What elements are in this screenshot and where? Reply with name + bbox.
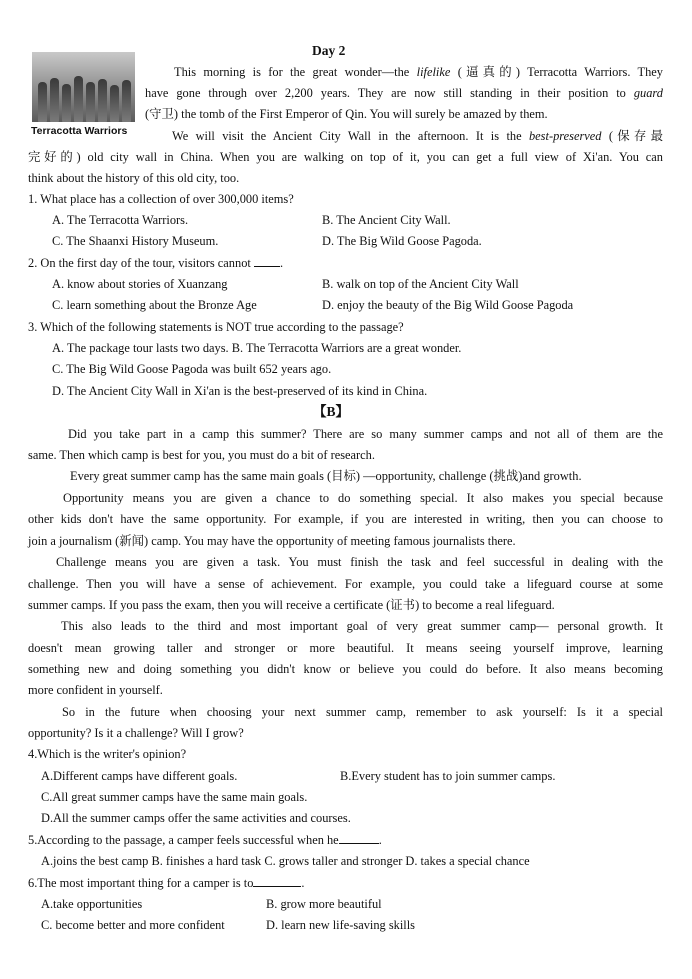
passage-b-line: same. Then which camp is best for you, you must do a bit of research. bbox=[28, 448, 375, 462]
passage-b-line: Did you take part in a camp this summer? There are so many summer camps and not all of them are the bbox=[68, 427, 663, 441]
day-heading: Day 2 bbox=[312, 43, 346, 58]
question-stem: 1. What place has a collection of over 300,000 items? bbox=[28, 192, 294, 206]
answer-option: D. enjoy the beauty of the Big Wild Goose Pagoda bbox=[322, 298, 574, 312]
passage-b-line: This also leads to the third and most important goal of very great summer camp— personal growth. It bbox=[61, 619, 663, 633]
section-b-label: 【B】 bbox=[313, 404, 350, 419]
answer-option: B. walk on top of the Ancient City Wall bbox=[322, 277, 519, 291]
passage-b-line: Every great summer camp has the same main goals (目标) —opportunity, challenge (挑战)and growth. bbox=[70, 469, 582, 483]
question-stem: 2. On the first day of the tour, visitors cannot . bbox=[28, 253, 283, 274]
passage-a-line: have gone through over 2,200 years. They are now still standing in their position to guard bbox=[145, 86, 663, 100]
question-stem: 5.According to the passage, a camper feels successful when he . bbox=[28, 830, 382, 851]
question-stem: 6.The most important thing for a camper is to . bbox=[28, 873, 305, 894]
passage-a-line: We will visit the Ancient City Wall in the afternoon. It is the best-preserved (保存最 bbox=[172, 129, 663, 143]
answer-option: C. learn something about the Bronze Age bbox=[52, 298, 257, 312]
answer-option: C.All great summer camps have the same main goals. bbox=[41, 790, 308, 804]
answer-option: C. become better and more confident bbox=[41, 918, 225, 932]
passage-a-line: 完好的) old city wall in China. When you are walking on top of it, you can get a full view of Xi'an. You can bbox=[28, 150, 663, 164]
terracotta-warriors-photo bbox=[32, 52, 135, 122]
answer-option: A. The package tour lasts two days. B. The Terracotta Warriors are a great wonder. bbox=[52, 341, 462, 355]
passage-b-line: Challenge means you are given a task. You must finish the task and feel successful in dealing with the bbox=[56, 555, 663, 569]
passage-a-line: (守卫) the tomb of the First Emperor of Qin. You will surely be amazed by them. bbox=[145, 107, 548, 121]
answer-blank bbox=[339, 830, 379, 844]
answer-option: A. The Terracotta Warriors. bbox=[52, 213, 189, 227]
passage-a-line: This morning is for the great wonder—the lifelike (逼真的) Terracotta Warriors. They bbox=[174, 65, 663, 79]
passage-b-line: summer camps. If you pass the exam, then you will receive a certificate (证书) to become a real lifeguard. bbox=[28, 598, 555, 612]
answer-option: C. The Big Wild Goose Pagoda was built 652 years ago. bbox=[52, 362, 332, 376]
answer-option: A. know about stories of Xuanzang bbox=[52, 277, 228, 291]
answer-option: B. The Ancient City Wall. bbox=[322, 213, 451, 227]
answer-blank bbox=[254, 253, 280, 267]
answer-option: D. learn new life-saving skills bbox=[266, 918, 415, 932]
answer-blank bbox=[253, 873, 301, 887]
passage-b-line: join a journalism (新闻) camp. You may have the opportunity of meeting famous journalists there. bbox=[28, 534, 516, 548]
answer-option: A.joins the best camp B. finishes a hard task C. grows taller and stronger D. takes a special chance bbox=[41, 854, 530, 868]
answer-option: D. The Ancient City Wall in Xi'an is the best-preserved of its kind in China. bbox=[52, 384, 428, 398]
answer-option: D.All the summer camps offer the same activities and courses. bbox=[41, 811, 351, 825]
passage-a-line: think about the history of this old city, too. bbox=[28, 171, 240, 185]
passage-b-line: challenge. Then you will have a sense of achievement. For example, you could take a lifeguard course at some bbox=[28, 577, 663, 591]
passage-b-line: So in the future when choosing your next summer camp, remember to ask yourself: Is it a special bbox=[62, 705, 663, 719]
answer-option: C. The Shaanxi History Museum. bbox=[52, 234, 219, 248]
passage-b-line: more confident in yourself. bbox=[28, 683, 163, 697]
passage-b-line: Opportunity means you are given a chance to do something special. It also makes you special because bbox=[63, 491, 663, 505]
photo-caption: Terracotta Warriors bbox=[31, 125, 128, 137]
passage-b-line: opportunity? Is it a challenge? Will I grow? bbox=[28, 726, 244, 740]
passage-b-line: other kids don't have the same opportunity. For example, if you are interested in writing, then you can choose to bbox=[28, 512, 663, 526]
answer-option: B. grow more beautiful bbox=[266, 897, 382, 911]
passage-b-line: something new and doing something you didn't know or believe you could do before. It also means becoming bbox=[28, 662, 663, 676]
question-stem: 4.Which is the writer's opinion? bbox=[28, 747, 187, 761]
answer-option: A.Different camps have different goals. bbox=[41, 769, 238, 783]
answer-option: B.Every student has to join summer camps. bbox=[340, 769, 556, 783]
passage-b-line: doesn't mean growing taller and stronger or more beautiful. It means seeing yourself improve, learning bbox=[28, 641, 663, 655]
question-stem: 3. Which of the following statements is NOT true according to the passage? bbox=[28, 320, 404, 334]
answer-option: D. The Big Wild Goose Pagoda. bbox=[322, 234, 482, 248]
answer-option: A.take opportunities bbox=[41, 897, 143, 911]
